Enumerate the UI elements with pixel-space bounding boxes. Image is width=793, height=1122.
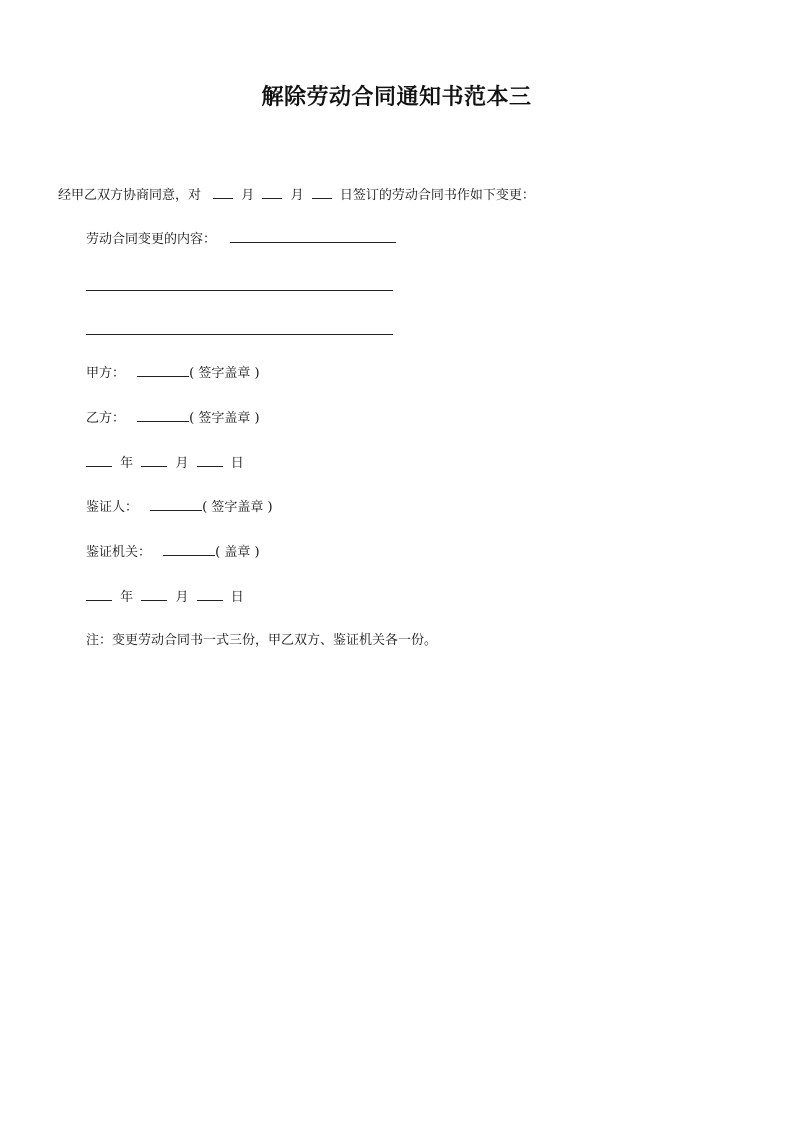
- party-b-label: 乙方：: [86, 411, 126, 426]
- date-2-day: 日: [230, 590, 244, 605]
- date-1-day-blank: [197, 453, 223, 467]
- party-b-paren-close: ): [254, 411, 260, 426]
- footnote: 注：变更劳动合同书一式三份，甲乙双方、鉴证机关各一份。: [86, 633, 438, 648]
- date-1-month-blank: [141, 453, 167, 467]
- intro-line: [58, 185, 535, 205]
- party-a-paren-open: (: [189, 366, 195, 381]
- date-1-month: 月: [175, 456, 189, 471]
- date-2-year: 年: [120, 590, 134, 605]
- date-2-year-blank: [86, 587, 112, 601]
- witness-agency-label: 鉴证机关：: [86, 545, 152, 560]
- intro-month-2: 月: [290, 188, 304, 203]
- party-a-line: [86, 363, 260, 383]
- witness-agency-paren-open: (: [215, 545, 221, 560]
- date-2-month: 月: [175, 590, 189, 605]
- intro-blank-1: [213, 185, 233, 199]
- date-2-month-blank: [141, 587, 167, 601]
- witness-label: 鉴证人：: [86, 500, 139, 515]
- witness-agency-note: 盖章: [224, 545, 251, 560]
- document-title: 解除劳动合同通知书范本三: [261, 84, 532, 110]
- party-a-signature-blank: [137, 363, 189, 377]
- party-b-signature-blank: [137, 408, 189, 422]
- content-blank-line-3: [86, 334, 393, 335]
- party-a-label: 甲方：: [86, 366, 126, 381]
- intro-month-1: 月: [241, 188, 255, 203]
- date-1-year-blank: [86, 453, 112, 467]
- witness-agency-paren-close: ): [254, 545, 260, 560]
- witness-line: [86, 497, 273, 517]
- intro-prefix: 经甲乙双方协商同意，对: [58, 188, 202, 203]
- date-1-day: 日: [230, 456, 244, 471]
- date-line-1: [86, 453, 244, 473]
- date-line-2: [86, 587, 244, 607]
- witness-note: 签字盖章: [211, 500, 264, 515]
- party-b-paren-open: (: [189, 411, 195, 426]
- intro-suffix: 日签订的劳动合同书作如下变更：: [339, 188, 535, 203]
- witness-signature-blank: [150, 497, 202, 511]
- content-blank-line-2: [86, 290, 393, 291]
- witness-paren-close: ): [267, 500, 273, 515]
- content-label: 劳动合同变更的内容：: [86, 232, 217, 247]
- date-2-day-blank: [197, 587, 223, 601]
- party-a-paren-close: ): [254, 366, 260, 381]
- party-b-note: 签字盖章: [198, 411, 251, 426]
- content-blank: [230, 229, 396, 243]
- party-b-line: [86, 408, 260, 428]
- witness-paren-open: (: [202, 500, 208, 515]
- party-a-note: 签字盖章: [198, 366, 251, 381]
- intro-blank-3: [312, 185, 332, 199]
- date-1-year: 年: [120, 456, 134, 471]
- witness-agency-line: [86, 542, 260, 562]
- witness-agency-seal-blank: [163, 542, 215, 556]
- intro-blank-2: [262, 185, 282, 199]
- content-line: [86, 229, 400, 249]
